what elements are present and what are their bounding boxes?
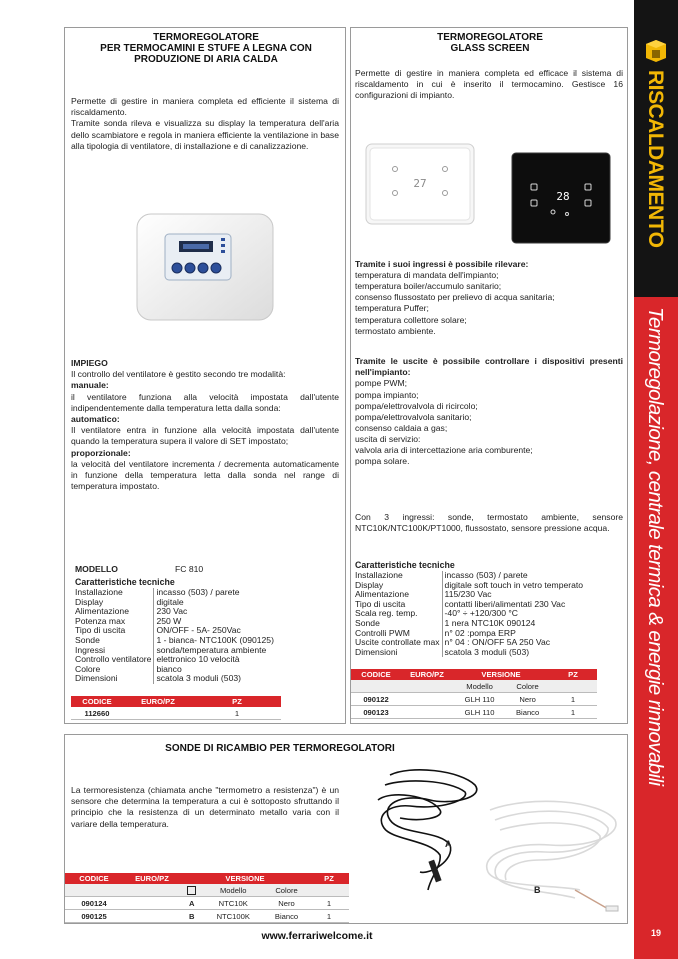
spec-row [75, 674, 274, 684]
product-box-probes [64, 734, 628, 924]
list-item: pompa solare. [355, 456, 410, 467]
spec-label: Ingressi [75, 644, 106, 655]
spec-label: Dimensioni [75, 673, 118, 684]
spec-label: Installazione [75, 587, 123, 597]
list-item: termostato ambiente. [355, 325, 436, 336]
spec-label: Sonde [355, 617, 380, 628]
spec-label: Uscite controllate max [355, 637, 440, 648]
table-row: 090123 GLH 110 Bianco 1 [351, 706, 597, 719]
spec-label: Potenza max [75, 615, 126, 626]
spec-label: Controllo ventilatore [75, 654, 152, 665]
spec-value: incasso (503) / parete [442, 571, 583, 581]
table-subheader: Modello Colore [351, 680, 597, 693]
list-item: pompa/elettrovalvola sanitario; [355, 411, 472, 422]
spec-value: ON/OFF - 5A- 250Vac [154, 626, 274, 636]
spec-value: -40° ÷ +120/300 °C [442, 609, 583, 619]
spec-value: 1 - bianca- NTC100K (090125) [154, 636, 274, 646]
category-sidebar [634, 0, 678, 959]
checkbox-icon [187, 886, 196, 895]
inputs-note: Con 3 ingressi: sonde, termostato ambiente, sensore NTC10K/NTC100K/PT1000, flussostato, sensore pressione acqua. [355, 512, 623, 534]
outputs-section: Tramite le uscite è possibile controllare i dispositivi presenti nell'impianto: pompe PWM; pompa impianto; pompa/elettrovalvola di ricircolo; pompa/elettrovalvola sanitario; consenso caldaia a gas; uscita di servizio: valvola aria di intercettazione aria comburente; pompa solare. [355, 356, 623, 467]
spec-heading: Caratteristiche tecniche [75, 577, 175, 587]
footer-url[interactable]: www.ferrariwelcome.it [261, 930, 373, 942]
spec-table [75, 588, 274, 684]
spec-label: Scala reg. temp. [355, 608, 418, 619]
product-intro: Permette di gestire in maniera completa ed efficiente il sistema di riscaldamento. Tramite sonda rileva e visualizza su display la temperatura dell'aria dello scambiatore e regola in maniera efficiente la ventilazione in base alla tipologia di ventilatore, di installazione e di canalizzazione. [71, 96, 339, 151]
fc810-thermostat-image [135, 208, 275, 328]
list-item: uscita di servizio: [355, 433, 421, 444]
product-title: TERMOREGOLATORE GLASS SCREEN [437, 32, 543, 54]
order-table: CODICE EURO/PZ VERSIONE PZ Modello Colore 090124 A NTC10K Nero 1 090125 B NTC100K Bianco 1 [65, 873, 349, 923]
spec-value: scatola 3 moduli (503) [442, 648, 583, 658]
svg-text:27: 27 [413, 177, 427, 190]
usage-section: IMPIEGO Il controllo del ventilatore è gestito secondo tre modalità: manuale: il ventilatore funziona alla velocità impostata dall'utente indipendentemente dalla temperatura letta dalla sonda: automatico: Il ventilatore entra in funzione alla velocità impostata dall'utente quando la temperatura supera il valore di SET impostato; proporzionale: la velocità del ventilatore incrementa / decrementa automaticamente in funzione della temperatura letta dalla sonda nel range di temperatura impostato. [71, 358, 339, 492]
sidebar-category-label: RISCALDAMENTO [644, 70, 667, 248]
spec-label: Dimensioni [355, 646, 398, 657]
table-row: 090124 A NTC10K Nero 1 [65, 897, 349, 910]
spec-label: Tipo di uscita [355, 598, 406, 609]
model-row: MODELLO FC 810 [75, 564, 204, 574]
order-table: CODICE EURO/PZ PZ 112660 1 [71, 696, 281, 720]
spec-value: bianco [154, 665, 274, 675]
list-item: pompa impianto; [355, 389, 419, 400]
list-item: pompe PWM; [355, 378, 408, 389]
spec-value: elettronico 10 velocità [154, 655, 274, 665]
category-logo-icon [643, 38, 669, 64]
spec-label: Sonde [75, 634, 100, 645]
product-intro: Permette di gestire in maniera completa ed efficace il sistema di riscaldamento in cui è inserito il termocamino. Gestisce 16 configurazioni di impianto. [355, 68, 623, 101]
list-item: temperatura di mandata dell'impianto; [355, 270, 499, 281]
table-subheader: Modello Colore [65, 884, 349, 897]
list-item: valvola aria di intercettazione aria comburente; [355, 444, 533, 455]
spec-table [355, 571, 583, 657]
spec-value: digitale soft touch in vetro temperato [442, 581, 583, 591]
list-item: consenso caldaia a gas; [355, 422, 448, 433]
spec-value: digitale [154, 598, 274, 608]
spec-label: Installazione [355, 570, 403, 580]
product-title: TERMOREGOLATORE PER TERMOCAMINI E STUFE A LEGNA CON PRODUZIONE DI ARIA CALDA [100, 32, 312, 65]
spec-value: 250 W [154, 617, 274, 627]
order-table: CODICE EURO/PZ VERSIONE PZ Modello Colore 090122 GLH 110 Nero 1 090123 GLH 110 Bianco 1 [351, 669, 597, 719]
label-b: B [534, 885, 541, 895]
table-row: 112660 1 [71, 707, 281, 720]
spec-value: 115/230 Vac [442, 590, 583, 600]
spec-label: Tipo di uscita [75, 625, 126, 636]
probe-cables-image [370, 760, 625, 920]
sidebar-category-band [634, 0, 678, 297]
list-item: temperatura boiler/accumulo sanitario; [355, 281, 502, 292]
svg-text:28: 28 [556, 190, 570, 203]
table-row: 090125 B NTC100K Bianco 1 [65, 910, 349, 923]
list-item: temperatura collettore solare; [355, 314, 467, 325]
product-box-glass-screen [350, 27, 628, 724]
glass-thermostat-white-image [365, 143, 475, 225]
spec-value: scatola 3 moduli (503) [154, 674, 274, 684]
spec-value: n° 04 : ON/OFF 5A 250 Vac [442, 638, 583, 648]
spec-value: n° 02 :pompa ERP [442, 629, 583, 639]
label-a: A [445, 839, 452, 849]
list-item: temperatura Puffer; [355, 303, 429, 314]
section-title: SONDE DI RICAMBIO PER TERMOREGOLATORI [165, 743, 395, 754]
spec-label: Alimentazione [75, 606, 129, 617]
sidebar-subtitle: Termoregolazione, centrale termica & energie rinnovabili [644, 307, 667, 786]
product-box-fc810 [64, 27, 346, 724]
spec-row [355, 648, 583, 658]
spec-value: sonda/temperatura ambiente [154, 646, 274, 656]
inputs-section: Tramite i suoi ingressi è possibile rilevare: temperatura di mandata dell'impianto; temperatura boiler/accumulo sanitario; consenso flussostato per prelievo di acqua sanitaria; temperatura Puffer; temperatura collettore solare; termostato ambiente. [355, 259, 623, 337]
page-number: 19 [650, 928, 661, 938]
glass-thermostat-black-image [511, 152, 611, 244]
spec-value: incasso (503) / parete [154, 588, 274, 598]
table-row: 090122 GLH 110 Nero 1 [351, 693, 597, 706]
sidebar-subtitle-band [634, 297, 678, 959]
spec-value: 230 Vac [154, 607, 274, 617]
probe-description: La termoresistenza (chiamata anche "termometro a resistenza") è un sensore che determina la temperatura a cui è sottoposto sfruttando il principio che la resistenza di un determinato metallo varia con il variare della temperatura. [71, 785, 339, 829]
list-item: pompa/elettrovalvola di ricircolo; [355, 400, 478, 411]
spec-label: Controlli PWM [355, 627, 410, 638]
spec-label: Display [75, 596, 104, 607]
spec-value: 1 nera NTC10K 090124 [442, 619, 583, 629]
spec-heading: Caratteristiche tecniche [355, 560, 455, 570]
spec-label: Display [355, 579, 384, 590]
spec-label: Alimentazione [355, 589, 409, 600]
spec-label: Colore [75, 663, 101, 674]
spec-value: contatti liberi/alimentati 230 Vac [442, 600, 583, 610]
list-item: consenso flussostato per prelievo di acqua sanitaria; [355, 292, 555, 303]
